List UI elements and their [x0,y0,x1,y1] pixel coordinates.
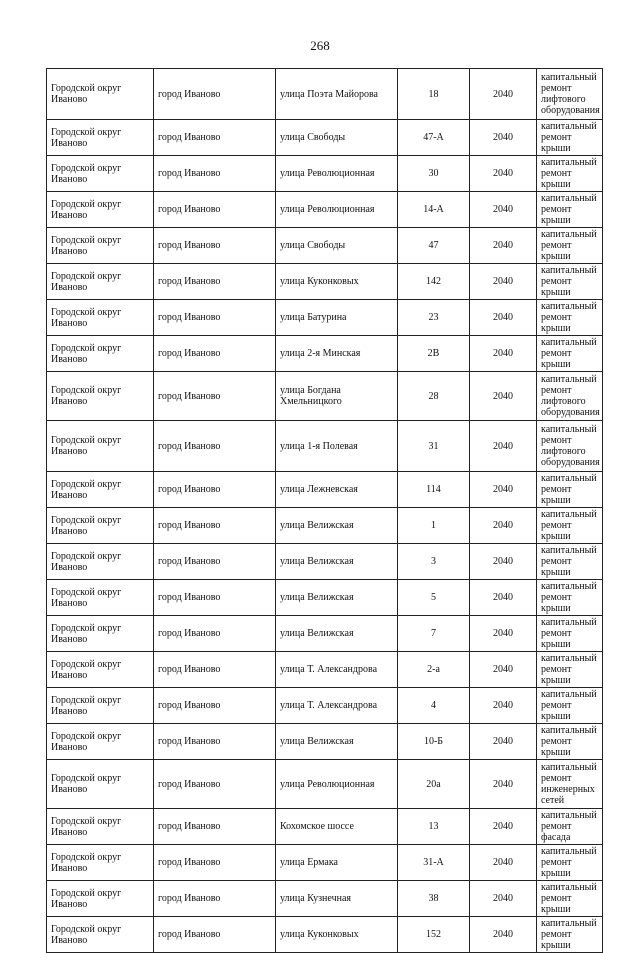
cell-street: улица 2-я Минская [276,336,398,372]
cell-house-number: 47 [398,228,470,264]
cell-street: улица Кузнечная [276,881,398,917]
cell-house-number: 18 [398,69,470,120]
cell-street: улица Велижская [276,580,398,616]
cell-planned-year: 2040 [470,881,537,917]
cell-planned-year: 2040 [470,580,537,616]
cell-street: Кохомское шоссе [276,809,398,845]
cell-settlement: город Иваново [154,580,276,616]
cell-planned-year: 2040 [470,300,537,336]
cell-settlement: город Иваново [154,372,276,421]
cell-house-number: 10-Б [398,724,470,760]
cell-house-number: 30 [398,156,470,192]
cell-street: улица Велижская [276,616,398,652]
table-row [47,264,603,300]
cell-work-type: капитальный ремонт крыши [537,652,603,688]
cell-street: улица Богдана Хмельницкого [276,372,398,421]
cell-work-type: капитальный ремонт крыши [537,336,603,372]
cell-work-type: капитальный ремонт крыши [537,845,603,881]
cell-street: улица Велижская [276,508,398,544]
cell-settlement: город Иваново [154,917,276,953]
cell-street: улица Т. Александрова [276,688,398,724]
cell-municipal-district: Городской округ Иваново [47,336,154,372]
cell-municipal-district: Городской округ Иваново [47,845,154,881]
cell-house-number: 114 [398,472,470,508]
cell-settlement: город Иваново [154,809,276,845]
cell-settlement: город Иваново [154,881,276,917]
table-row [47,845,603,881]
cell-house-number: 142 [398,264,470,300]
cell-settlement: город Иваново [154,544,276,580]
cell-street: улица Куконковых [276,264,398,300]
cell-municipal-district: Городской округ Иваново [47,760,154,809]
cell-work-type: капитальный ремонт крыши [537,192,603,228]
table-row [47,228,603,264]
table-row [47,69,603,120]
cell-house-number: 14-А [398,192,470,228]
cell-municipal-district: Городской округ Иваново [47,372,154,421]
cell-planned-year: 2040 [470,264,537,300]
cell-municipal-district: Городской округ Иваново [47,688,154,724]
cell-street: улица Батурина [276,300,398,336]
page-number: 268 [310,38,330,53]
cell-municipal-district: Городской округ Иваново [47,472,154,508]
table-row [47,120,603,156]
cell-municipal-district: Городской округ Иваново [47,724,154,760]
cell-settlement: город Иваново [154,228,276,264]
cell-work-type: капитальный ремонт крыши [537,688,603,724]
cell-street: улица Поэта Майорова [276,69,398,120]
cell-street: улица 1-я Полевая [276,421,398,472]
cell-planned-year: 2040 [470,69,537,120]
cell-street: улица Свободы [276,120,398,156]
cell-work-type: капитальный ремонт крыши [537,228,603,264]
cell-municipal-district: Городской округ Иваново [47,917,154,953]
cell-planned-year: 2040 [470,688,537,724]
table-row [47,372,603,421]
table-row [47,336,603,372]
cell-street: улица Лежневская [276,472,398,508]
cell-planned-year: 2040 [470,336,537,372]
cell-house-number: 13 [398,809,470,845]
table-body [47,69,603,953]
table-row [47,421,603,472]
cell-house-number: 2-а [398,652,470,688]
table-row [47,616,603,652]
cell-house-number: 5 [398,580,470,616]
cell-planned-year: 2040 [470,472,537,508]
cell-planned-year: 2040 [470,228,537,264]
table-row [47,652,603,688]
cell-settlement: город Иваново [154,472,276,508]
cell-house-number: 31 [398,421,470,472]
cell-work-type: капитальный ремонт лифтового оборудования [537,69,603,120]
cell-planned-year: 2040 [470,508,537,544]
cell-work-type: капитальный ремонт инженерных сетей [537,760,603,809]
cell-municipal-district: Городской округ Иваново [47,616,154,652]
cell-settlement: город Иваново [154,688,276,724]
cell-planned-year: 2040 [470,544,537,580]
cell-work-type: капитальный ремонт крыши [537,724,603,760]
cell-municipal-district: Городской округ Иваново [47,580,154,616]
cell-planned-year: 2040 [470,120,537,156]
cell-municipal-district: Городской округ Иваново [47,809,154,845]
cell-work-type: капитальный ремонт крыши [537,156,603,192]
repair-schedule-table [46,68,603,953]
cell-settlement: город Иваново [154,421,276,472]
table-row [47,300,603,336]
cell-municipal-district: Городской округ Иваново [47,421,154,472]
cell-settlement: город Иваново [154,336,276,372]
table-row [47,917,603,953]
table-row [47,156,603,192]
cell-municipal-district: Городской округ Иваново [47,544,154,580]
cell-planned-year: 2040 [470,616,537,652]
cell-street: улица Велижская [276,544,398,580]
cell-planned-year: 2040 [470,192,537,228]
cell-work-type: капитальный ремонт крыши [537,616,603,652]
cell-work-type: капитальный ремонт крыши [537,300,603,336]
cell-settlement: город Иваново [154,508,276,544]
cell-house-number: 4 [398,688,470,724]
cell-settlement: город Иваново [154,300,276,336]
cell-house-number: 28 [398,372,470,421]
cell-municipal-district: Городской округ Иваново [47,192,154,228]
cell-house-number: 31-А [398,845,470,881]
cell-planned-year: 2040 [470,372,537,421]
cell-settlement: город Иваново [154,845,276,881]
cell-work-type: капитальный ремонт крыши [537,580,603,616]
cell-municipal-district: Городской округ Иваново [47,881,154,917]
cell-work-type: капитальный ремонт фасада [537,809,603,845]
cell-planned-year: 2040 [470,156,537,192]
cell-settlement: город Иваново [154,69,276,120]
cell-settlement: город Иваново [154,264,276,300]
cell-planned-year: 2040 [470,724,537,760]
cell-settlement: город Иваново [154,192,276,228]
cell-settlement: город Иваново [154,120,276,156]
cell-work-type: капитальный ремонт лифтового оборудования [537,421,603,472]
cell-settlement: город Иваново [154,156,276,192]
cell-work-type: капитальный ремонт крыши [537,508,603,544]
cell-street: улица Велижская [276,724,398,760]
cell-house-number: 3 [398,544,470,580]
cell-house-number: 47-А [398,120,470,156]
cell-work-type: капитальный ремонт крыши [537,120,603,156]
cell-settlement: город Иваново [154,724,276,760]
table-row [47,760,603,809]
cell-municipal-district: Городской округ Иваново [47,120,154,156]
cell-house-number: 1 [398,508,470,544]
table-row [47,508,603,544]
cell-settlement: город Иваново [154,652,276,688]
cell-work-type: капитальный ремонт крыши [537,544,603,580]
cell-work-type: капитальный ремонт крыши [537,881,603,917]
cell-planned-year: 2040 [470,917,537,953]
cell-house-number: 152 [398,917,470,953]
cell-work-type: капитальный ремонт крыши [537,264,603,300]
cell-planned-year: 2040 [470,421,537,472]
table-row [47,809,603,845]
table-row [47,472,603,508]
cell-planned-year: 2040 [470,809,537,845]
cell-municipal-district: Городской округ Иваново [47,228,154,264]
cell-municipal-district: Городской округ Иваново [47,508,154,544]
table-row [47,724,603,760]
cell-street: улица Революционная [276,760,398,809]
table-row [47,580,603,616]
cell-house-number: 7 [398,616,470,652]
cell-work-type: капитальный ремонт лифтового оборудования [537,372,603,421]
cell-municipal-district: Городской округ Иваново [47,264,154,300]
cell-settlement: город Иваново [154,616,276,652]
cell-house-number: 38 [398,881,470,917]
cell-street: улица Революционная [276,156,398,192]
cell-street: улица Ермака [276,845,398,881]
cell-municipal-district: Городской округ Иваново [47,300,154,336]
table-row [47,881,603,917]
cell-work-type: капитальный ремонт крыши [537,472,603,508]
table-row [47,688,603,724]
cell-planned-year: 2040 [470,652,537,688]
cell-street: улица Революционная [276,192,398,228]
cell-municipal-district: Городской округ Иваново [47,69,154,120]
cell-house-number: 2В [398,336,470,372]
cell-street: улица Куконковых [276,917,398,953]
table-row [47,544,603,580]
cell-work-type: капитальный ремонт крыши [537,917,603,953]
cell-municipal-district: Городской округ Иваново [47,156,154,192]
cell-house-number: 23 [398,300,470,336]
cell-municipal-district: Городской округ Иваново [47,652,154,688]
table-row [47,192,603,228]
cell-street: улица Т. Александрова [276,652,398,688]
cell-house-number: 20а [398,760,470,809]
cell-street: улица Свободы [276,228,398,264]
cell-planned-year: 2040 [470,845,537,881]
cell-settlement: город Иваново [154,760,276,809]
cell-planned-year: 2040 [470,760,537,809]
